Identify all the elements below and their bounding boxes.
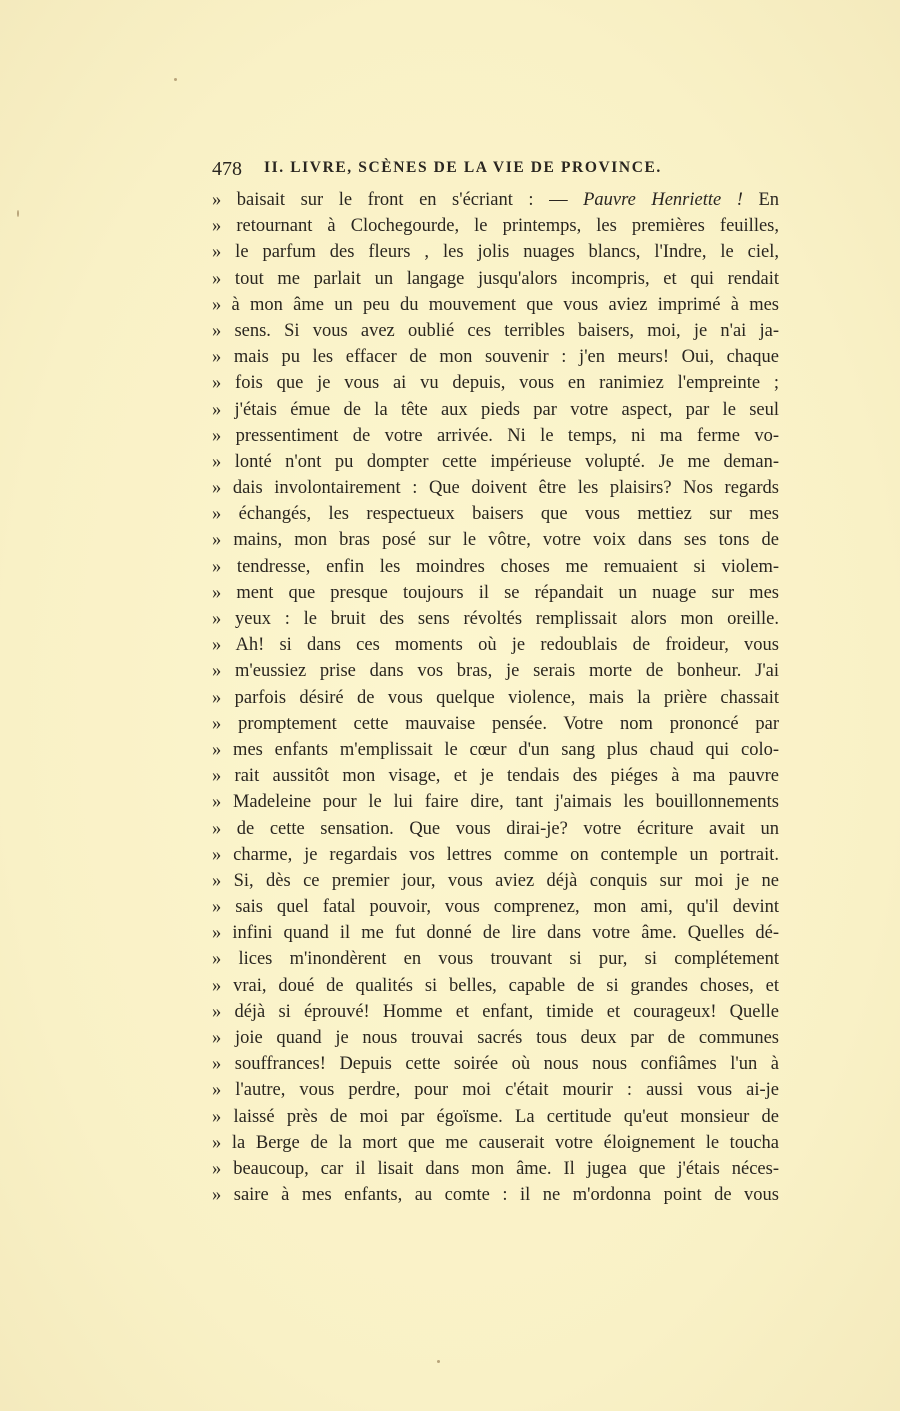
text-line: » de cette sensation. Que vous dirai-je? votre écriture avait un — [212, 818, 779, 839]
text-segment: En — [742, 190, 779, 210]
page-number: 478 — [212, 158, 242, 180]
running-title: II. LIVRE, SCÈNES DE LA VIE DE PROVINCE. — [264, 159, 662, 176]
text-line: » parfois désiré de vous quelque violence, mais la prière chassait — [212, 687, 779, 708]
running-header — [212, 158, 712, 184]
text-line: » le parfum des fleurs , les jolis nuages blancs, l'Indre, le ciel, — [212, 242, 779, 263]
text-line: » mains, mon bras posé sur le vôtre, votre voix dans ses tons de — [212, 530, 779, 551]
text-line: » tout me parlait un langage jusqu'alors incompris, et qui rendait — [212, 268, 779, 289]
paper-speck — [17, 210, 19, 217]
text-line: » sens. Si vous avez oublié ces terribles baisers, moi, je n'ai ja- — [212, 320, 779, 341]
text-line: » laissé près de moi par égoïsme. La certitude qu'eut monsieur de — [212, 1106, 779, 1127]
text-line: » tendresse, enfin les moindres choses me remuaient si violem- — [212, 556, 779, 577]
text-line: » Madeleine pour le lui faire dire, tant j'aimais les bouillonnements — [212, 792, 779, 813]
paper-speck — [174, 78, 177, 81]
text-line: » joie quand je nous trouvai sacrés tous deux par de communes — [212, 1028, 779, 1048]
text-line: » déjà si éprouvé! Homme et enfant, timide et courageux! Quelle — [212, 1001, 779, 1022]
text-line: » échangés, les respectueux baisers que vous mettiez sur mes — [212, 504, 779, 525]
text-line: » l'autre, vous perdre, pour moi c'était mourir : aussi vous ai-je — [212, 1080, 779, 1101]
text-line: » saire à mes enfants, au comte : il ne m'ordonna point de vous — [212, 1185, 779, 1206]
text-line — [212, 187, 779, 213]
text-line: » ment que presque toujours il se répandait un nuage sur mes — [212, 582, 779, 603]
text-line: » dais involontairement : Que doivent être les plaisirs? Nos regards — [212, 478, 779, 499]
text-line: » yeux : le bruit des sens révoltés remplissait alors mon oreille. — [212, 609, 779, 629]
italic-name: Pauvre Henriette ! — [583, 190, 743, 210]
text-line: » m'eussiez prise dans vos bras, je serais morte de bonheur. J'ai — [212, 661, 779, 682]
paper-speck — [437, 1360, 440, 1363]
text-line: » retournant à Clochegourde, le printemps, les premières feuilles, — [212, 216, 779, 237]
text-line: » souffrances! Depuis cette soirée où nous nous confiâmes l'un à — [212, 1054, 779, 1075]
text-line: » lices m'inondèrent en vous trouvant si pur, si complétement — [212, 949, 779, 970]
text-line: » à mon âme un peu du mouvement que vous aviez imprimé à mes — [212, 294, 779, 315]
text-line: » Ah! si dans ces moments où je redoublais de froideur, vous — [212, 635, 779, 656]
body-text — [212, 187, 779, 1208]
text-line: » j'étais émue de la tête aux pieds par votre aspect, par le seul — [212, 399, 779, 420]
text-line: » infini quand il me fut donné de lire dans votre âme. Quelles dé- — [212, 923, 779, 944]
text-line: » vrai, doué de qualités si belles, capable de si grandes choses, et — [212, 975, 779, 996]
text-line: » charme, je regardais vos lettres comme on contemple un portrait. — [212, 844, 779, 865]
text-line: » la Berge de la mort que me causerait votre éloignement le toucha — [212, 1132, 779, 1153]
text-line: » Si, dès ce premier jour, vous aviez déjà conquis sur moi je ne — [212, 870, 779, 891]
text-line: » mais pu les effacer de mon souvenir : j'en meurs! Oui, chaque — [212, 347, 779, 368]
text-line: » sais quel fatal pouvoir, vous comprenez, mon ami, qu'il devint — [212, 897, 779, 918]
text-line: » pressentiment de votre arrivée. Ni le temps, ni ma ferme vo- — [212, 425, 779, 446]
text-line: » promptement cette mauvaise pensée. Votre nom prononcé par — [212, 713, 779, 734]
text-line: » fois que je vous ai vu depuis, vous en ranimiez l'empreinte ; — [212, 373, 779, 394]
text-segment: » baisait sur le front en s'écriant : — — [212, 190, 584, 210]
text-line: » rait aussitôt mon visage, et je tendais des piéges à ma pauvre — [212, 766, 779, 787]
text-line: » mes enfants m'emplissait le cœur d'un sang plus chaud qui colo- — [212, 739, 779, 760]
text-line: » beaucoup, car il lisait dans mon âme. Il jugea que j'étais néces- — [212, 1158, 779, 1179]
text-line: » lonté n'ont pu dompter cette impérieuse volupté. Je me deman- — [212, 451, 779, 472]
